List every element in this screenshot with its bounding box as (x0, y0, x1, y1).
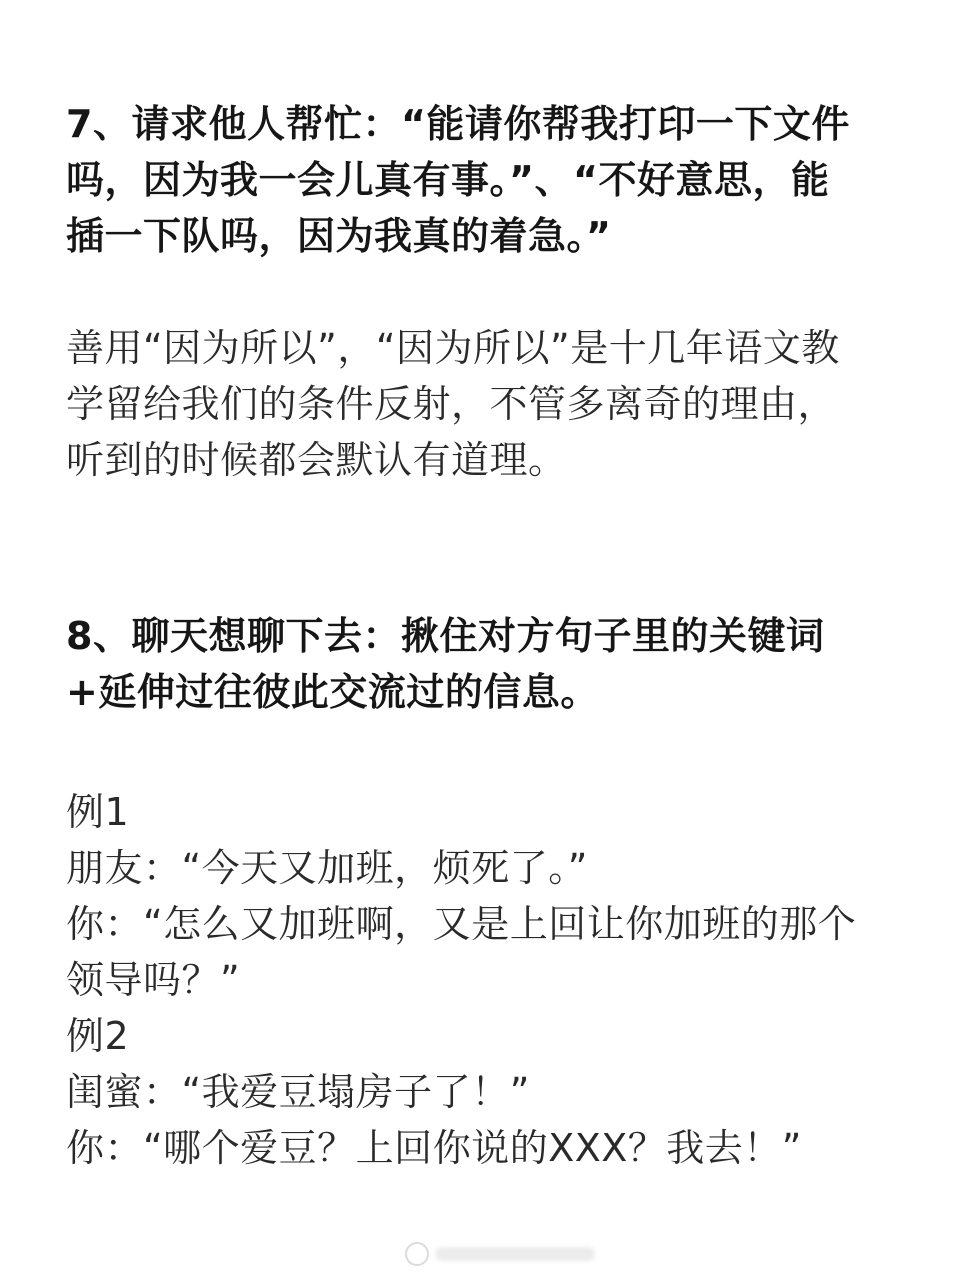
body-line: 听到的时候都会默认有道理。 (66, 438, 567, 482)
example-line: 你：“怎么又加班啊，又是上回让你加班的那个 (66, 902, 857, 946)
body-line: 善用“因为所以”，“因为所以”是十几年语文教 (66, 326, 840, 370)
heading-line: 插一下队吗，因为我真的着急。” (66, 214, 612, 258)
watermark-text-blur (435, 1247, 595, 1261)
section-7-body (66, 320, 896, 488)
heading-line: 8、聊天想聊下去：揪住对方句子里的关键词 (66, 614, 825, 658)
document-page (66, 96, 896, 1176)
heading-line: 吗，因为我一会儿真有事。”、“不好意思，能 (66, 158, 830, 202)
section-8-heading (66, 608, 896, 720)
heading-line: 7、请求他人帮忙：“能请你帮我打印一下文件 (66, 102, 850, 146)
example-line: 领导吗？” (66, 958, 241, 1002)
example-label: 例1 (66, 790, 130, 834)
example-label: 例2 (66, 1014, 130, 1058)
heading-line: +延伸过往彼此交流过的信息。 (66, 670, 599, 714)
example-line: 你：“哪个爱豆？上回你说的XXX？我去！” (66, 1126, 802, 1170)
watermark (405, 1238, 595, 1270)
section-8-examples (66, 784, 896, 1176)
section-7-heading (66, 96, 896, 264)
example-line: 朋友：“今天又加班，烦死了。” (66, 846, 588, 890)
example-line: 闺蜜：“我爱豆塌房子了！” (66, 1070, 530, 1114)
body-line: 学留给我们的条件反射，不管多离奇的理由， (66, 382, 837, 426)
watermark-logo-icon (405, 1242, 429, 1266)
